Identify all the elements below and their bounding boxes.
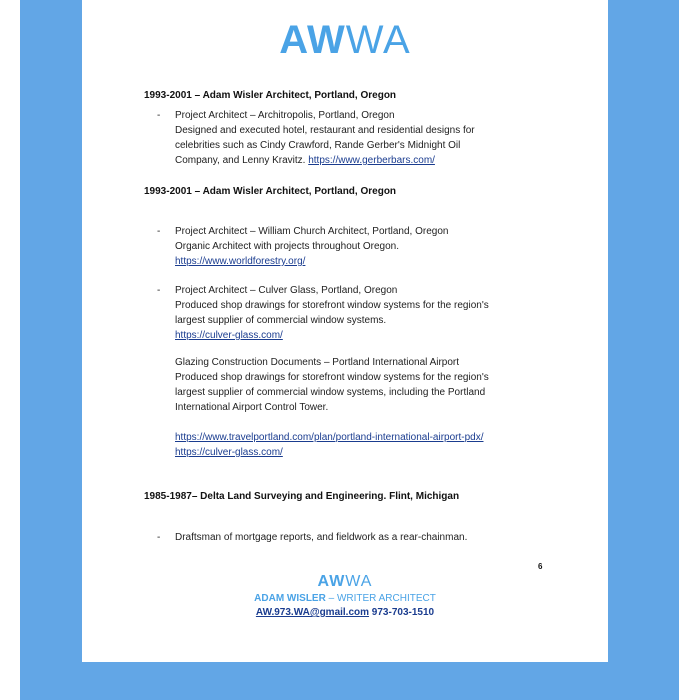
item-line: Produced shop drawings for storefront window systems for the region's <box>175 300 489 311</box>
item-line: Designed and executed hotel, restaurant and residential designs for <box>175 125 475 136</box>
item-line: largest supplier of commercial window systems. <box>175 315 387 326</box>
page-number: 6 <box>538 562 543 571</box>
gerberbars-link[interactable]: https://www.gerberbars.com/ <box>308 155 435 166</box>
item-line: Project Architect – Culver Glass, Portland, Oregon <box>175 285 398 296</box>
item-line <box>175 254 555 269</box>
footer-logo-bold: AW <box>317 573 346 590</box>
footer-email-link[interactable]: AW.973.WA@gmail.com <box>255 607 370 618</box>
logo-light: WA <box>345 18 411 62</box>
culver-glass-link[interactable]: https://culver-glass.com/ <box>175 330 283 341</box>
worldforestry-link[interactable]: https://www.worldforestry.org/ <box>175 256 306 267</box>
item-line <box>175 153 555 168</box>
travelportland-link[interactable]: https://www.travelportland.com/plan/portland-international-airport-pdx/ <box>175 432 484 443</box>
glazing-block <box>175 355 489 460</box>
glazing-line: largest supplier of commercial window systems, including the Portland <box>175 387 486 398</box>
bullet-dash: - <box>157 110 161 121</box>
section-heading-2: 1993-2001 – Adam Wisler Architect, Portland, Oregon <box>144 186 397 197</box>
glazing-line: Produced shop drawings for storefront window systems for the region's <box>175 372 489 383</box>
glazing-link-line <box>175 430 489 445</box>
item-line: Organic Architect with projects throughout Oregon. <box>175 241 400 252</box>
bullet-dash: - <box>157 285 161 296</box>
footer-name: ADAM WISLER <box>254 593 326 604</box>
section-heading-1: 1993-2001 – Adam Wisler Architect, Portland, Oregon <box>144 90 397 101</box>
header-logo <box>82 16 608 64</box>
item-line <box>175 328 555 343</box>
footer-phone: 973-703-1510 <box>369 607 435 618</box>
footer <box>82 572 608 620</box>
item-line: celebrities such as Cindy Crawford, Rande Gerber's Midnight Oil <box>175 140 461 151</box>
bullet-dash: - <box>157 532 161 543</box>
footer-logo <box>82 572 608 592</box>
glazing-link-line <box>175 445 489 460</box>
item-text: Company, and Lenny Kravitz. <box>175 155 309 166</box>
culver-glass-link-2[interactable]: https://culver-glass.com/ <box>175 447 283 458</box>
footer-name-line <box>82 592 608 606</box>
item-line: Draftsman of mortgage reports, and fieldwork as a rear-chainman. <box>175 532 468 543</box>
footer-logo-light: WA <box>345 573 373 590</box>
footer-title: – WRITER ARCHITECT <box>325 593 436 604</box>
item-line: Project Architect – William Church Architect, Portland, Oregon <box>175 226 449 237</box>
footer-contact <box>82 606 608 620</box>
glazing-line: Glazing Construction Documents – Portland International Airport <box>175 357 460 368</box>
document-page <box>82 0 608 662</box>
item-line: Project Architect – Architropolis, Portland, Oregon <box>175 110 395 121</box>
logo-bold: AW <box>279 18 346 62</box>
glazing-line: International Airport Control Tower. <box>175 402 329 413</box>
section-heading-3: 1985-1987– Delta Land Surveying and Engineering. Flint, Michigan <box>144 491 460 502</box>
bullet-dash: - <box>157 226 161 237</box>
